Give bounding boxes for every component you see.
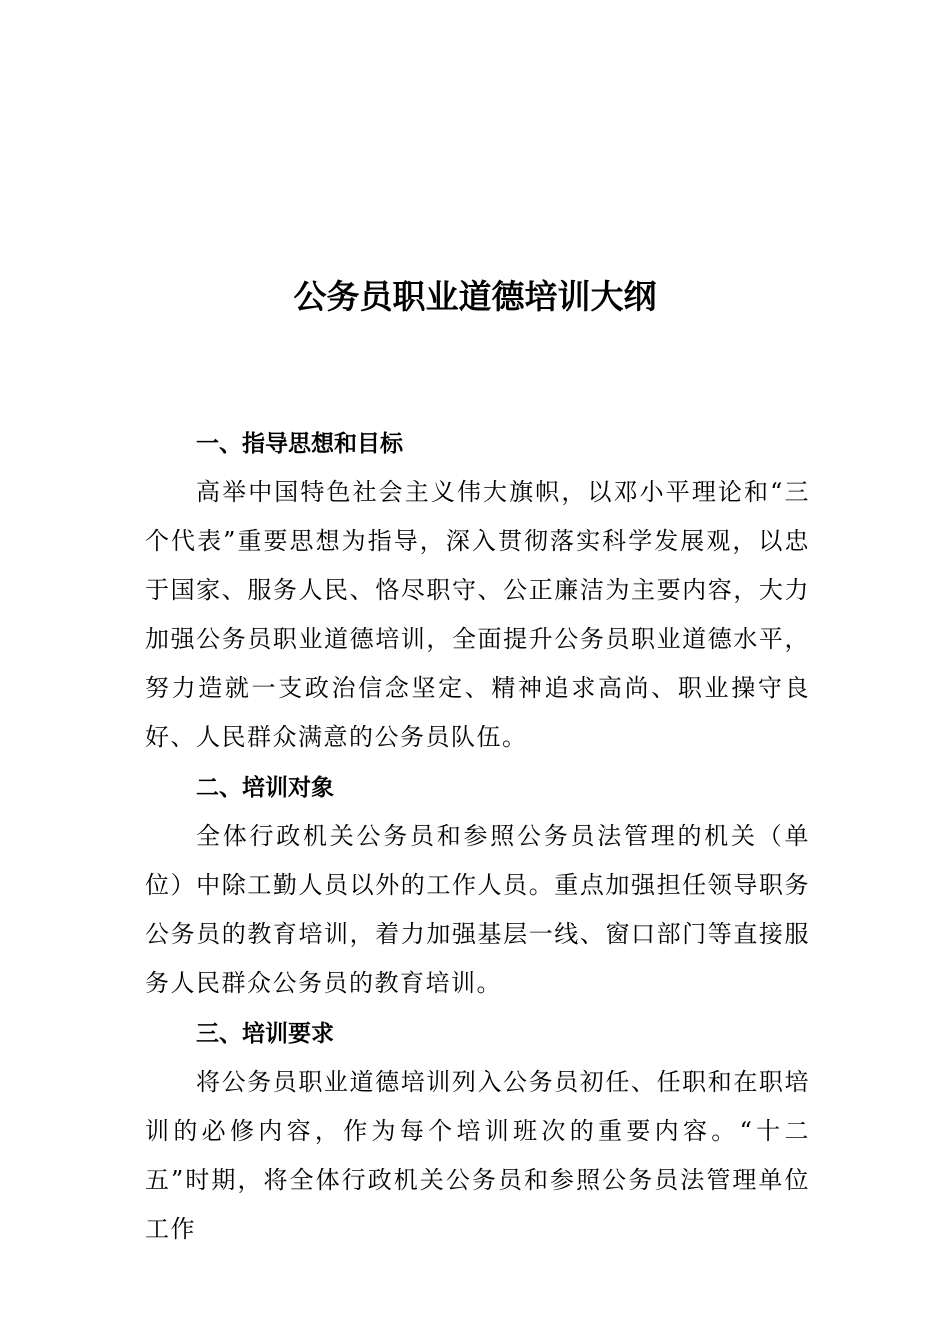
section-heading-training-requirements: 三、培训要求: [196, 1021, 334, 1047]
section-paragraph-training-targets: 全体行政机关公务员和参照公务员法管理的机关（单位）中除工勤人员以外的工作人员。重点加强担任领导职务公务员的教育培训，着力加强基层一线、窗口部门等直接服务人民群众公务员的教育培训。: [145, 822, 810, 997]
document-title: 公务员职业道德培训大纲: [293, 277, 657, 316]
section-paragraph-training-requirements: 将公务员职业道德培训列入公务员初任、任职和在职培训的必修内容，作为每个培训班次的重要内容。“十二五”时期，将全体行政机关公务员和参照公务员法管理单位工作: [145, 1068, 810, 1243]
section-heading-training-targets: 二、培训对象: [196, 775, 334, 801]
section-paragraph-guiding-principles: 高举中国特色社会主义伟大旗帜，以邓小平理论和“三个代表”重要思想为指导，深入贯彻落实科学发展观，以忠于国家、服务人民、恪尽职守、公正廉洁为主要内容，大力加强公务员职业道德培训，全面提升公务员职业道德水平，努力造就一支政治信念坚定、精神追求高尚、职业操守良好、人民群众满意的公务员队伍。: [145, 478, 810, 751]
section-heading-guiding-principles: 一、指导思想和目标: [196, 431, 403, 457]
document-body: [145, 420, 810, 1256]
